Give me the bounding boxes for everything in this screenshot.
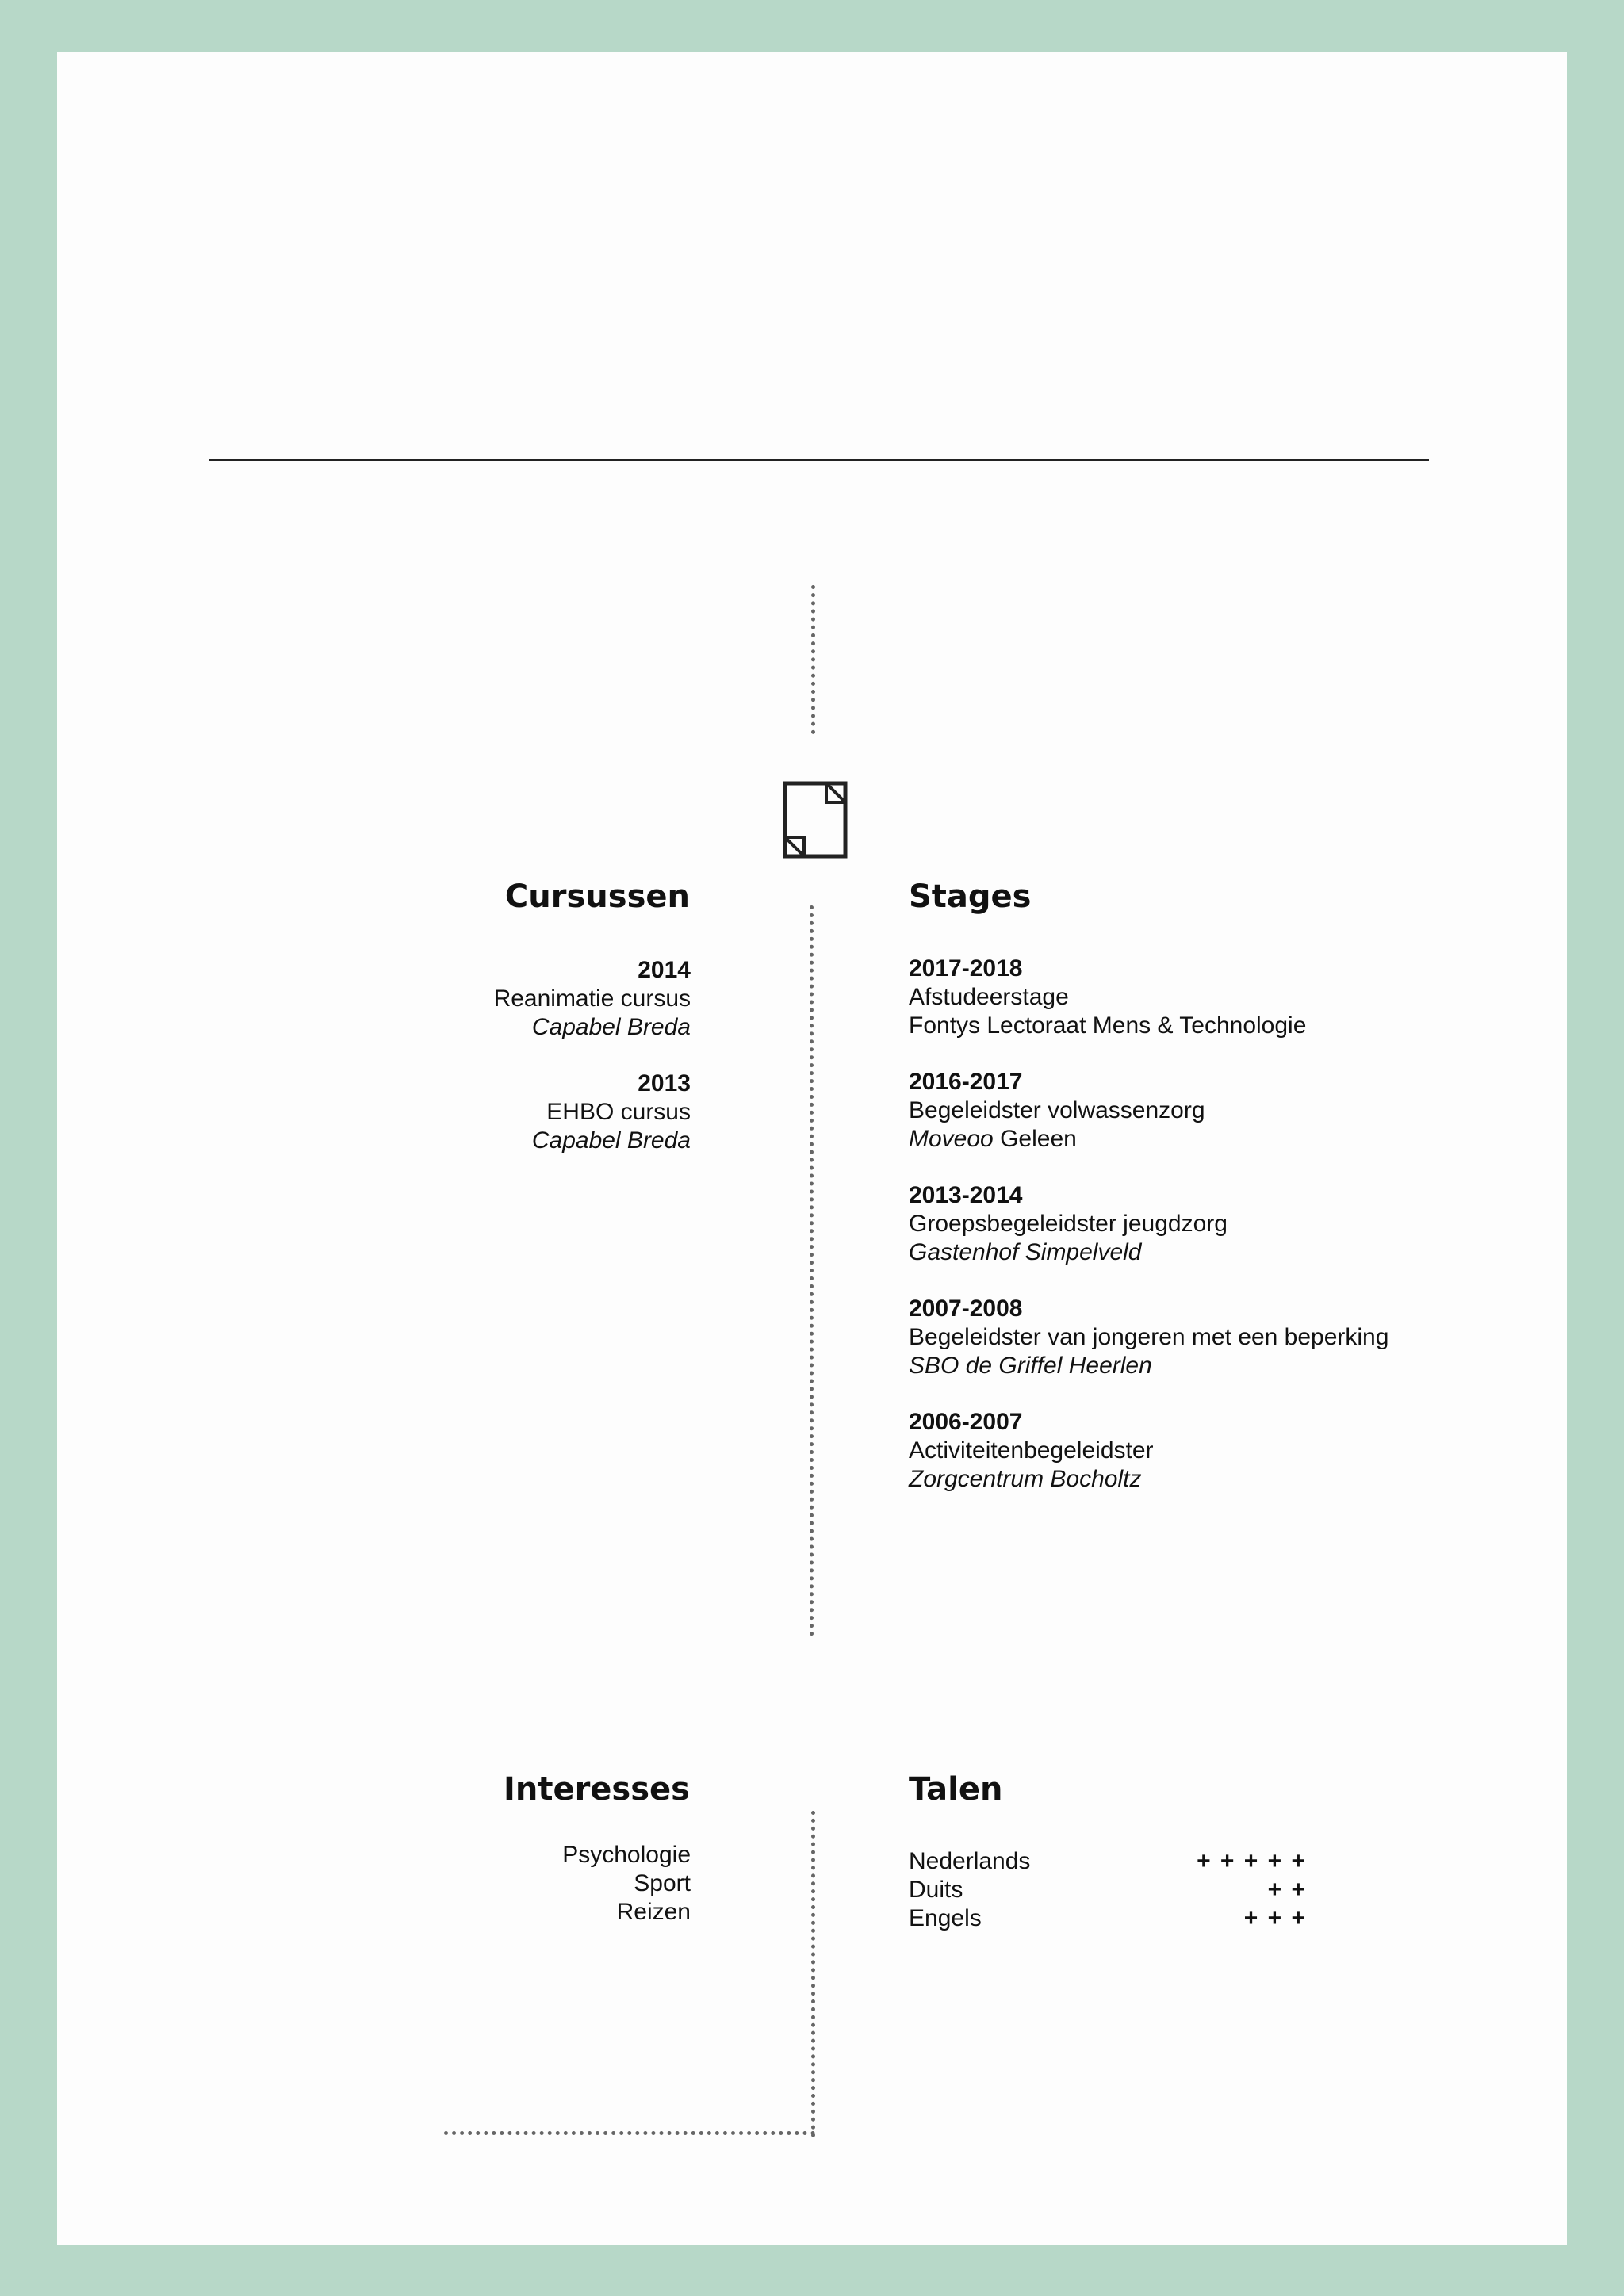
language-row	[909, 1904, 1307, 1933]
internship-org-name: Moveoo	[909, 1126, 994, 1152]
course-place: Capabel Breda	[531, 1127, 691, 1154]
interest-item: Sport	[634, 1870, 691, 1896]
internship-item	[909, 1068, 1388, 1154]
language-row	[909, 1876, 1307, 1904]
timeline-footer-line	[444, 2131, 815, 2135]
language-row	[909, 1847, 1307, 1876]
internship-org-city: Geleen	[993, 1126, 1077, 1152]
languages-heading: Talen	[909, 1771, 1003, 1808]
courses-list	[494, 956, 691, 1183]
interest-item: Reizen	[616, 1899, 691, 1925]
internship-org	[909, 1125, 1388, 1154]
course-item	[494, 1070, 691, 1155]
language-rating: + + + + +	[1197, 1848, 1307, 1874]
course-name: EHBO cursus	[546, 1099, 691, 1125]
timeline-segment-middle	[810, 905, 814, 1636]
interests-heading: Interesses	[503, 1771, 690, 1808]
internship-role: Activiteitenbegeleidster	[909, 1437, 1154, 1464]
course-place: Capabel Breda	[531, 1014, 691, 1040]
language-name: Nederlands	[909, 1848, 1031, 1874]
internship-role: Begeleidster volwassenzorg	[909, 1097, 1205, 1123]
internship-item	[909, 1408, 1388, 1494]
languages-list	[909, 1847, 1307, 1933]
internship-year: 2007-2008	[909, 1295, 1023, 1322]
internship-item	[909, 1295, 1388, 1380]
internship-year: 2013-2014	[909, 1182, 1023, 1208]
timeline-segment-top	[811, 585, 815, 734]
internship-item	[909, 1181, 1388, 1267]
header-divider	[209, 459, 1429, 461]
language-rating: + +	[1267, 1877, 1307, 1903]
document-icon	[782, 780, 848, 859]
course-year: 2014	[638, 957, 691, 983]
internship-year: 2016-2017	[909, 1069, 1023, 1095]
internship-role: Afstudeerstage	[909, 984, 1069, 1010]
courses-heading: Cursussen	[504, 878, 690, 915]
language-name: Engels	[909, 1905, 982, 1931]
language-name: Duits	[909, 1877, 963, 1903]
internships-list	[909, 955, 1388, 1521]
course-name: Reanimatie cursus	[493, 985, 691, 1012]
internship-role: Begeleidster van jongeren met een beperking	[909, 1324, 1389, 1350]
internship-org: Gastenhof Simpelveld	[909, 1239, 1142, 1265]
interest-item: Psychologie	[562, 1842, 691, 1868]
timeline-segment-bottom	[811, 1811, 815, 2137]
course-year: 2013	[638, 1070, 691, 1096]
internship-item	[909, 955, 1388, 1040]
internship-year: 2006-2007	[909, 1409, 1023, 1435]
internship-role: Groepsbegeleidster jeugdzorg	[909, 1211, 1228, 1237]
language-rating: + + +	[1243, 1905, 1307, 1931]
interests-list	[562, 1841, 691, 1927]
internship-org: Zorgcentrum Bocholtz	[909, 1466, 1142, 1492]
course-item	[494, 956, 691, 1042]
internships-heading: Stages	[909, 878, 1032, 915]
internship-year: 2017-2018	[909, 955, 1023, 982]
internship-org: Fontys Lectoraat Mens & Technologie	[909, 1012, 1307, 1039]
internship-org: SBO de Griffel Heerlen	[909, 1353, 1152, 1379]
